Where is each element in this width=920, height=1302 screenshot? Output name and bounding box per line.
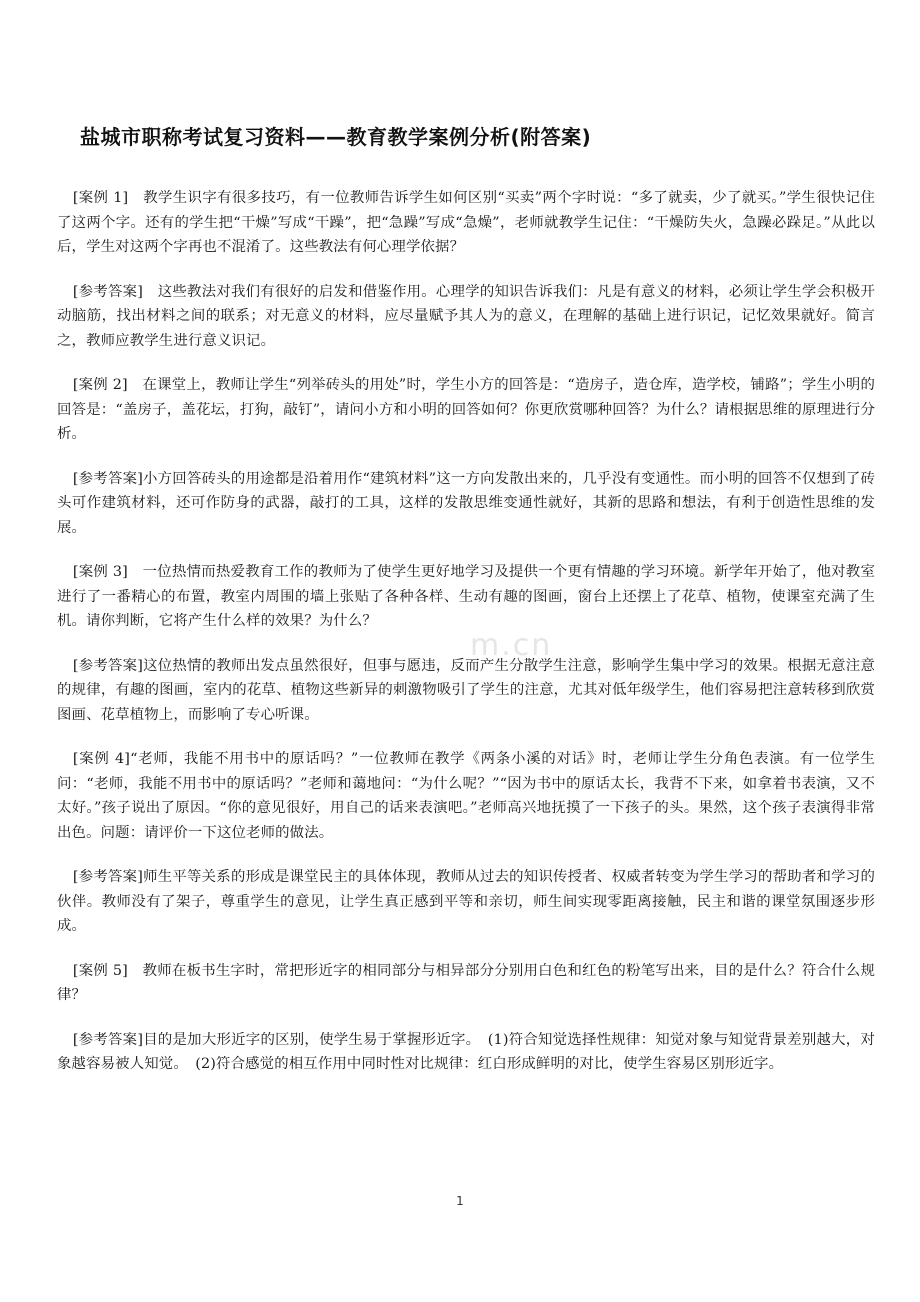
- case-2-answer: [参考答案]小方回答砖头的用途都是沿着用作“建筑材料”这一方向发散出来的，几乎没有变通性。而小明的回答不仅想到了砖头可作建筑材料，还可作防身的武器，敲打的工具，这样的发散思维变通性就好，其新的思路和想法，有利于创造性思维的发展。: [57, 470, 875, 536]
- case-3-answer: [参考答案]这位热情的教师出发点虽然很好，但事与愿违，反而产生分散学生注意，影响学生集中学习的效果。根据无意注意的规律，有趣的图画，室内的花草、植物这些新异的刺激物吸引了学生的注意，尤其对低年级学生，他们容易把注意转移到欣赏图画、花草植物上，而影响了专心听课。: [57, 657, 875, 723]
- case-1-answer: [参考答案] 这些教法对我们有很好的启发和借鉴作用。心理学的知识告诉我们：凡是有意义的材料，必须让学生学会积极开动脑筋，找出材料之间的联系；对无意义的材料，应尽量赋予其人为的意义，在理解的基础上进行识记，记忆效果就好。简言之，教师应教学生进行意义识记。: [57, 283, 875, 349]
- document-title: 盐城市职称考试复习资料——教育教学案例分析(附答案): [80, 125, 592, 149]
- watermark: m.cn: [470, 628, 553, 663]
- case-4-question: [案例 4]“老师，我能不用书中的原话吗？”一位教师在教学《两条小溪的对话》时，老师让学生分角色表演。有一位学生问：“老师，我能不用书中的原话吗？”老师和蔼地问：“为什么呢？”“因为书中的原话太长，我背不下来，如拿着书表演，又不太好。”孩子说出了原因。“你的意见很好，用自己的话来表演吧。”老师高兴地抚摸了一下孩子的头。果然，这个孩子表演得非常出色。问题：请评价一下这位老师的做法。: [57, 751, 875, 841]
- case-1-question: [案例 1] 教学生识字有很多技巧，有一位教师告诉学生如何区别“买卖”两个字时说：“多了就卖，少了就买。”学生很快记住了这两个字。还有的学生把“干燥”写成“干躁”，把“急躁”写成“急燥”，老师就教学生记住：“干燥防失火，急躁必跺足。”从此以后，学生对这两个字再也不混淆了。这些教法有何心理学依据？: [57, 190, 875, 255]
- case-5-question: [案例 5] 教师在板书生字时，常把形近字的相同部分与相异部分分别用白色和红色的粉笔写出来，目的是什么？符合什么规律？: [57, 962, 875, 1003]
- case-4-answer: [参考答案]师生平等关系的形成是课堂民主的具体体现，教师从过去的知识传授者、权威者转变为学生学习的帮助者和学习的伙伴。教师没有了架子，尊重学生的意见，让学生真正感到平等和亲切，师生间实现零距离接触，民主和谐的课堂氛围逐步形成。: [57, 869, 875, 934]
- case-2-question: [案例 2] 在课堂上，教师让学生“列举砖头的用处”时，学生小方的回答是：“造房子，造仓库，造学校，铺路”；学生小明的回答是：“盖房子，盖花坛，打狗，敲钉”，请问小方和小明的回答如何？你更欣赏哪种回答？为什么？请根据思维的原理进行分析。: [57, 377, 875, 442]
- page-number: 1: [456, 1194, 464, 1208]
- case-5-answer: [参考答案]目的是加大形近字的区别，使学生易于掌握形近字。 (1)符合知觉选择性规律：知觉对象与知觉背景差别越大，对象越容易被人知觉。 (2)符合感觉的相互作用中同时性对比规律：红白形成鲜明的对比，使学生容易区别形近字。: [57, 1031, 875, 1072]
- document-body: [57, 186, 875, 1077]
- case-3-question: [案例 3] 一位热情而热爱教育工作的教师为了使学生更好地学习及提供一个更有情趣的学习环境。新学年开始了，他对教室进行了一番精心的布置，教室内周围的墙上张贴了各种各样、生动有趣的图画，窗台上还摆上了花草、植物，使课室充满了生机。请你判断，它将产生什么样的效果？为什么？: [57, 564, 875, 629]
